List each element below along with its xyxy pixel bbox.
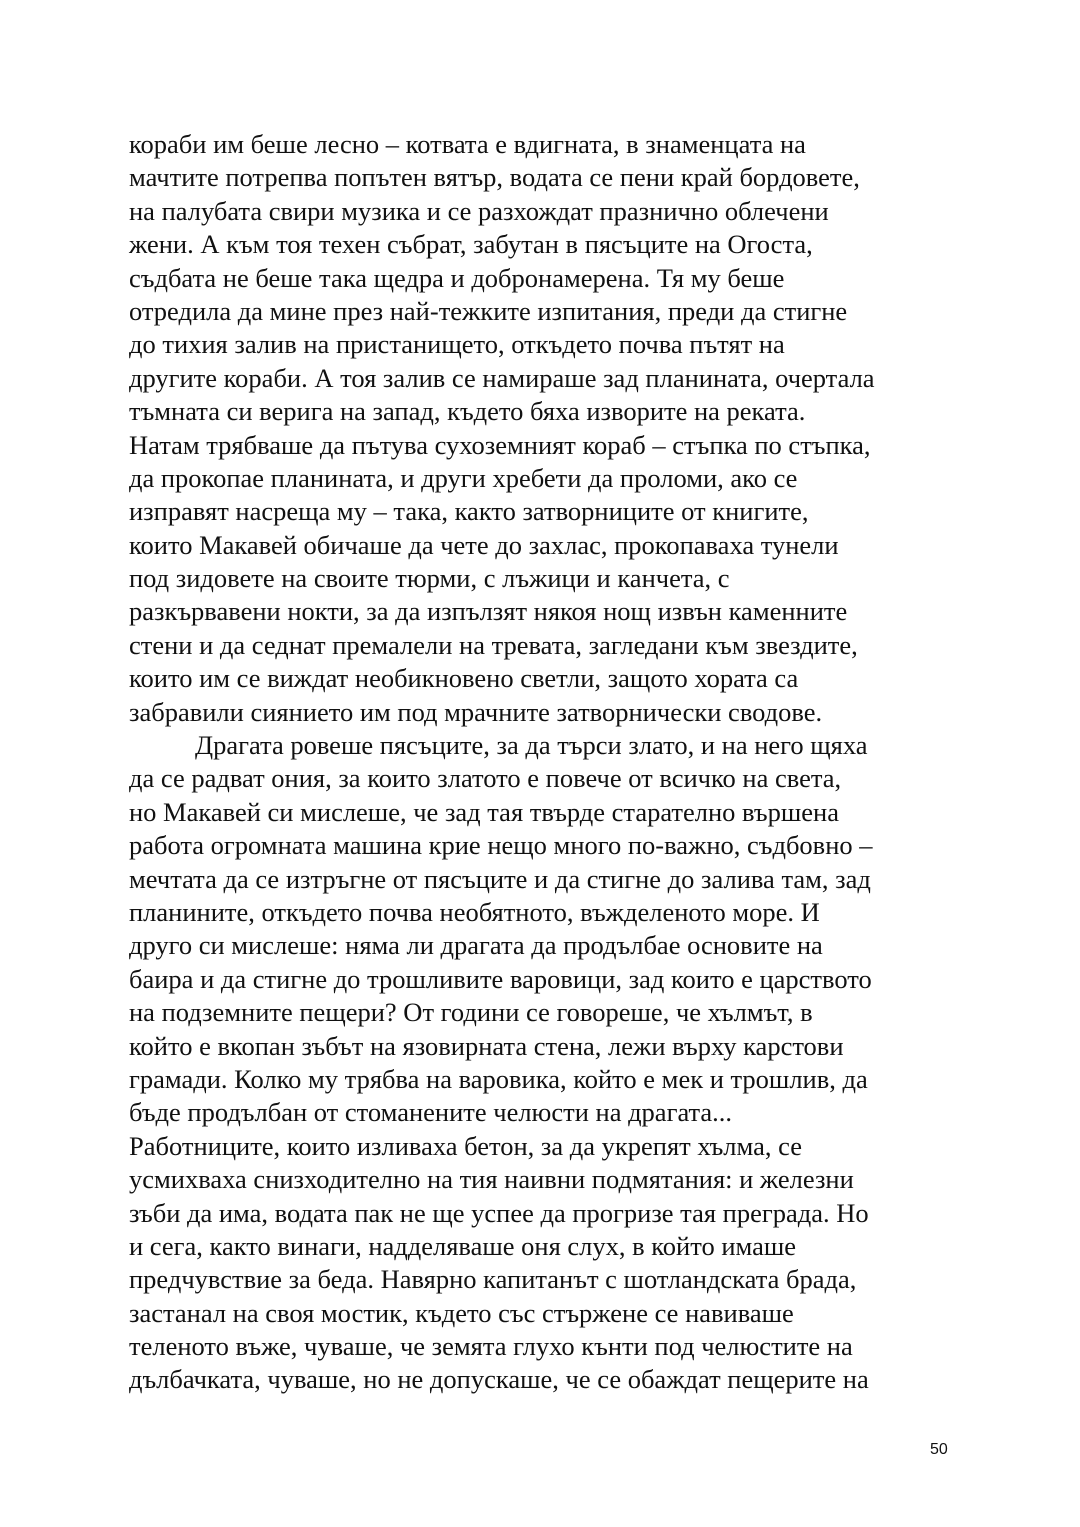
text-line: под зидовете на своите тюрми, с лъжици и канчета, с (129, 563, 730, 594)
text-line: разкървавени нокти, за да изпълзят някоя нощ извън каменните (129, 596, 848, 627)
text-line: Натам трябваше да пътува сухоземният кораб – стъпка по стъпка, (129, 429, 871, 460)
text-line: забравили сиянието им под мрачните затворнически сводове. (129, 696, 823, 727)
text-line: които Макавей обичаше да чете до захлас, прокопаваха тунели (129, 529, 839, 560)
text-line: предчувствие за беда. Навярно капитанът с шотландската брада, (129, 1264, 857, 1295)
text-line: които им се виждат необикновено светли, защото хората са (129, 663, 799, 694)
text-line: на палубата свири музика и се разхождат празнично облечени (129, 195, 829, 226)
text-line: работа огромната машина крие нещо много по-важно, съдбовно – (129, 830, 873, 861)
text-line: бъде продълбан от стоманените челюсти на драгата... (129, 1097, 733, 1128)
text-line: баира и да стигне до трошливите варовици, зад които е царството (129, 963, 872, 994)
text-line: съдбата не беше така щедра и добронамерена. Тя му беше (129, 262, 785, 293)
text-line: но Макавей си мислеше, че зад тая твърде старателно вършена (129, 796, 839, 827)
text-line: теленото въже, чуваше, че земята глухо кънти под челюстите на (129, 1331, 853, 1362)
text-line: да прокопае планината, и други хребети да проломи, ако се (129, 462, 798, 493)
text-line: който е вкопан зъбът на язовирната стена, лежи върху карстови (129, 1030, 844, 1061)
text-line: друго си мислеше: няма ли драгата да продълбае основите на (129, 930, 823, 961)
text-line: мечтата да се изтръгне от пясъците и да стигне до залива там, зад (129, 863, 871, 894)
text-line: и сега, както винаги, надделяваше оня слух, в който имаше (129, 1230, 797, 1261)
text-line: усмихваха снизходително на тия наивни подмятания: и железни (129, 1164, 854, 1195)
text-line: жени. А към тоя техен събрат, забутан в пясъците на Огоста, (129, 229, 813, 260)
text-line: изправят насреща му – така, както затворниците от книгите, (129, 496, 809, 527)
text-line: Работниците, които изливаха бетон, за да укрепят хълма, се (129, 1130, 802, 1161)
text-line: отредила да мине през най-тежките изпитания, преди да стигне (129, 295, 848, 326)
text-line: на подземните пещери? От години се говореше, че хълмът, в (129, 997, 813, 1028)
text-line: застанал на своя мостик, където със стържене се навиваше (129, 1297, 794, 1328)
text-line: зъби да има, водата пак не ще успее да прогризе тая преграда. Но (129, 1197, 869, 1228)
paragraph-start-line: Драгата ровеше пясъците, за да търси злато, и на него щяха (195, 730, 868, 761)
text-line: стени и да седнат премалели на тревата, загледани към звездите, (129, 629, 858, 660)
text-line: кораби им беше лесно – котвата е вдигната, в знаменцата на (129, 129, 806, 159)
text-line: другите кораби. А тоя залив се намираше зад планината, очертала (129, 362, 875, 393)
page-number: 50 (930, 1441, 948, 1458)
text-line: тъмната си верига на запад, където бяха изворите на реката. (129, 396, 806, 427)
text-line: да се радват ония, за които златото е повече от всичко на света, (129, 763, 842, 794)
text-line: грамади. Колко му трябва на варовика, който е мек и трошлив, да (129, 1063, 868, 1094)
body-text (129, 128, 959, 1397)
text-line: планините, откъдето почва необятното, въжделеното море. И (129, 896, 820, 927)
text-line: мачтите потрепва попътен вятър, водата се пени край бордовете, (129, 162, 860, 193)
text-line: дълбачката, чуваше, но не допускаше, че се обаждат пещерите на (129, 1364, 869, 1395)
text-line: до тихия залив на пристанището, откъдето почва пътят на (129, 329, 785, 360)
